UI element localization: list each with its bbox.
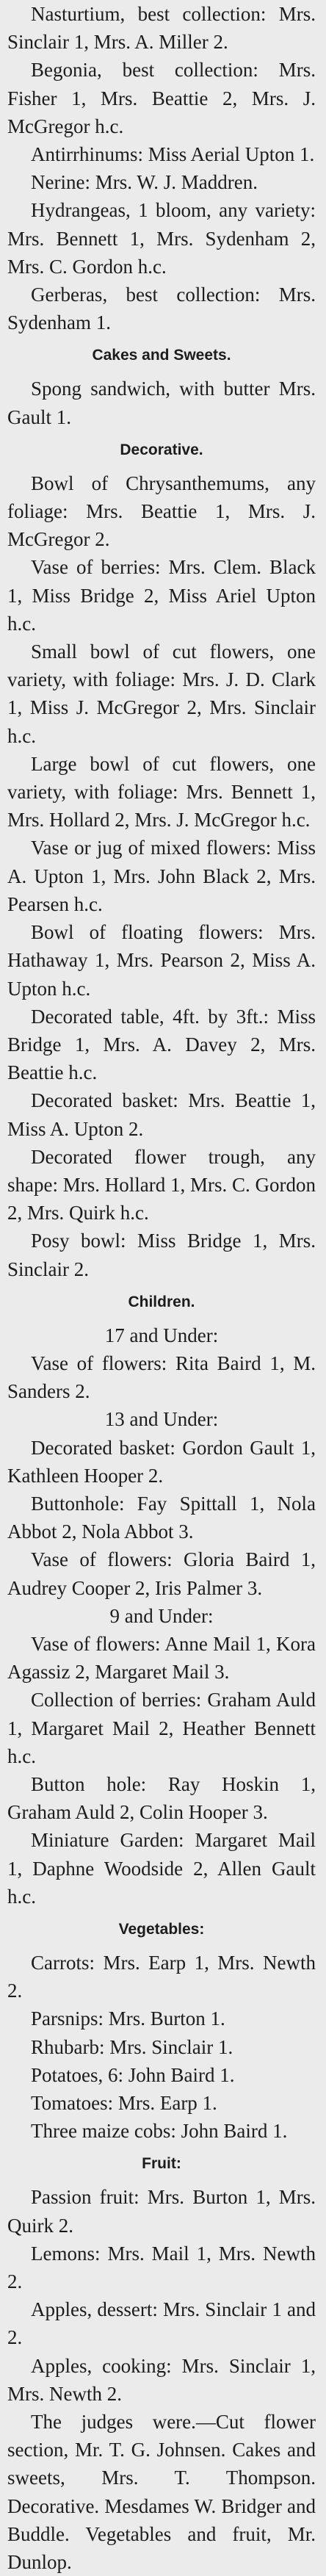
result-paragraph: Vase of flowers: Gloria Baird 1, Audrey Cooper 2, Iris Palmer 3. (7, 1548, 316, 1599)
result-paragraph: Tomatoes: Mrs. Earp 1. (31, 2092, 217, 2115)
result-paragraph: Decorated basket: Mrs. Beattie 1, Miss A. Upton 2. (7, 1089, 316, 1140)
result-paragraph: Vase or jug of mixed flowers: Miss A. Upton 1, Mrs. John Black 2, Mrs. Pearsen h.c. (7, 837, 316, 915)
section-heading: Vegetables: (118, 1921, 205, 1938)
result-paragraph: Hydrangeas, 1 bloom, any variety: Mrs. Bennett 1, Mrs. Sydenham 2, Mrs. C. Gordon h.c. (7, 199, 316, 278)
age-group-subheading: 13 and Under: (104, 1408, 219, 1431)
result-paragraph: Three maize cobs: John Baird 1. (31, 2120, 288, 2143)
section-heading: Fruit: (142, 2155, 181, 2173)
age-group-subheading: 17 and Under: (104, 1324, 219, 1346)
result-paragraph: Decorated flower trough, any shape: Mrs. Hollard 1, Mrs. C. Gordon 2, Mrs. Quirk h.c. (7, 1145, 316, 1224)
result-paragraph: Rhubarb: Mrs. Sinclair 1. (31, 2035, 233, 2058)
result-paragraph: Collection of berries: Graham Auld 1, Margaret Mail 2, Heather Bennett h.c. (7, 1689, 316, 1767)
result-paragraph: Bowl of Chrysanthemums, any foliage: Mrs. Beattie 1, Mrs. J. McGregor 2. (7, 472, 316, 551)
result-paragraph: Nasturtium, best collection: Mrs. Sinclair 1, Mrs. A. Miller 2. (7, 3, 316, 54)
result-paragraph: Apples, cooking: Mrs. Sinclair 1, Mrs. Newth 2. (7, 2354, 316, 2405)
result-paragraph: Potatoes, 6: John Baird 1. (31, 2063, 235, 2086)
result-paragraph: Small bowl of cut flowers, one variety, with foliage: Mrs. J. D. Clark 1, Miss J. McGregor 2, Mrs. Sinclair h.c. (7, 641, 316, 747)
result-paragraph: Antirrhinums: Miss Aerial Upton 1. (31, 143, 315, 166)
result-paragraph: Spong sandwich, with butter Mrs. Gault 1. (7, 378, 316, 428)
result-paragraph: Gerberas, best collection: Mrs. Sydenham 1. (7, 284, 316, 334)
age-group-subheading: 9 and Under: (109, 1604, 214, 1627)
result-paragraph: Vase of flowers: Rita Baird 1, M. Sanders 2. (7, 1352, 316, 1403)
section-heading: Children. (128, 1293, 195, 1310)
result-paragraph: Begonia, best collection: Mrs. Fisher 1, Mrs. Beattie 2, Mrs. J. McGregor h.c. (7, 59, 316, 137)
result-paragraph: Miniature Garden: Margaret Mail 1, Daphne Woodside 2, Allen Gault h.c. (7, 1829, 316, 1908)
section-heading: Cakes and Sweets. (92, 347, 231, 364)
result-paragraph: Buttonhole: Fay Spittall 1, Nola Abbot 2, Nola Abbot 3. (7, 1492, 316, 1543)
result-paragraph: Button hole: Ray Hoskin 1, Graham Auld 2, Colin Hooper 3. (7, 1772, 316, 1824)
result-paragraph: Lemons: Mrs. Mail 1, Mrs. Newth 2. (7, 2242, 316, 2293)
result-paragraph: Passion fruit: Mrs. Burton 1, Mrs. Quirk 2. (7, 2186, 316, 2237)
result-paragraph: Nerine: Mrs. W. J. Maddren. (31, 171, 258, 194)
result-paragraph: Decorated basket: Gordon Gault 1, Kathleen Hooper 2. (7, 1436, 316, 1487)
result-paragraph: Bowl of floating flowers: Mrs. Hathaway 1, Mrs. Pearson 2, Miss A. Upton h.c. (7, 921, 316, 1000)
section-heading: Decorative. (120, 441, 203, 458)
result-paragraph: Apples, dessert: Mrs. Sinclair 1 and 2. (7, 2298, 316, 2349)
result-paragraph: Decorated table, 4ft. by 3ft.: Miss Bridge 1, Mrs. A. Davey 2, Mrs. Beattie h.c. (7, 1005, 316, 1084)
result-paragraph: Carrots: Mrs. Earp 1, Mrs. Newth 2. (7, 1952, 316, 2002)
result-paragraph: Vase of berries: Mrs. Clem. Black 1, Miss Bridge 2, Miss Ariel Upton h.c. (7, 556, 316, 635)
result-paragraph: The judges were.—Cut flower section, Mr. T. G. Johnsen. Cakes and sweets, Mrs. T. Thompson. Decorative. Mesdames W. Bridger and Buddle. Vegetables and fruit, Mr. Dunlop. (7, 2411, 316, 2574)
result-paragraph: Vase of flowers: Anne Mail 1, Kora Agassiz 2, Margaret Mail 3. (7, 1632, 316, 1684)
result-paragraph: Posy bowl: Miss Bridge 1, Mrs. Sinclair 2. (7, 1230, 316, 1280)
result-paragraph: Large bowl of cut flowers, one variety, with foliage: Mrs. Bennett 1, Mrs. Hollard 2, Mrs. J. McGregor h.c. (7, 752, 316, 831)
result-paragraph: Parsnips: Mrs. Burton 1. (31, 2007, 225, 2030)
